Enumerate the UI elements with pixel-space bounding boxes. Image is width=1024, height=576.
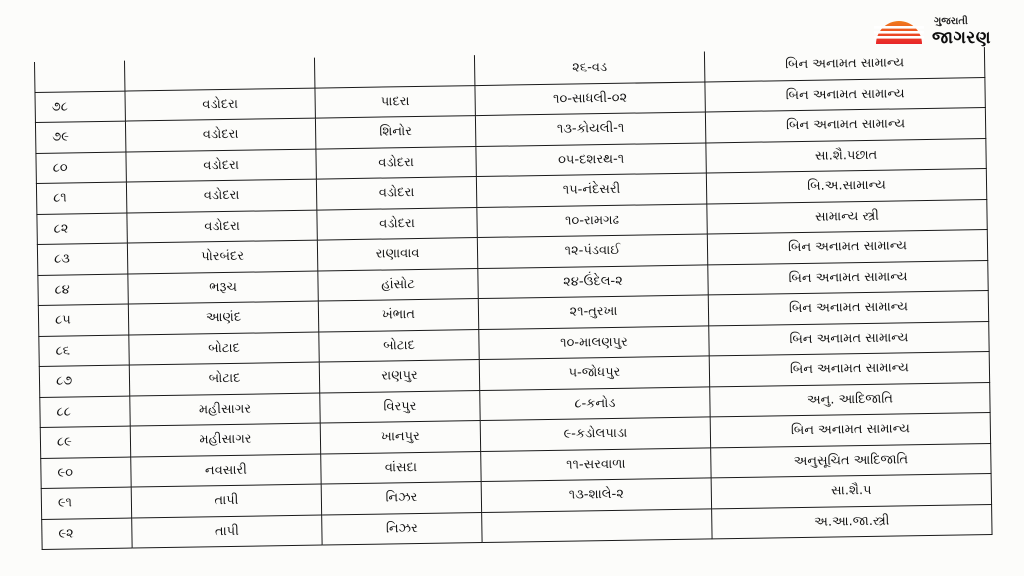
category-cell: બિન અનામત સામાન્ય [709,321,989,356]
category-cell: બિન અનામત સામાન્ય [709,352,989,387]
taluka-cell: વડોદરા [316,146,476,179]
district-cell: મહીસાગર [130,393,320,426]
seat-cell: ૨૬-વડ [474,51,704,85]
seat-cell: ૧૫-નંદેસરી [476,173,706,207]
seat-cell: ૧૩-શાલે-૨ [481,478,711,512]
table-body [34,47,992,549]
seat-cell: ૧૨-પંડવાઈ [477,234,707,268]
sun-logo-icon [872,16,926,46]
district-cell: નવસારી [131,454,321,487]
taluka-cell: નિઝર [321,482,481,515]
district-cell: વડોદરા [126,179,316,212]
taluka-cell [314,55,474,88]
category-cell: અનુ. આદિજાતિ [710,382,990,417]
taluka-cell: વડોદરા [316,177,476,210]
category-cell: બિન અનામત સામાન્ય [705,108,985,143]
seat-cell: ૧૦-માલણપુર [479,325,709,359]
serial-cell: ૭૯ [35,121,125,153]
taluka-cell: બોટાદ [319,329,479,362]
category-cell: સામાન્ય સ્ત્રી [707,199,987,234]
seat-cell: ૨૧-તુરખા [478,295,708,329]
district-cell: પોરબંદર [127,240,317,273]
district-cell: વડોદરા [127,210,317,243]
serial-cell: ૮૪ [38,274,128,306]
serial-cell: ૮૬ [39,335,129,367]
seat-cell: ૨૪-ઉંદેલ-૨ [478,264,708,298]
taluka-cell: હાંસોટ [318,268,478,301]
district-cell: વડોદરા [125,118,315,151]
seat-cell: ૧૩-કોયલી-૧ [475,112,705,146]
serial-cell: ૮૦ [36,152,126,184]
category-cell: સા.શૈ.પ [711,474,991,509]
district-cell: વડોદરા [126,149,316,182]
district-cell: બોટાદ [129,332,319,365]
taluka-cell: વડોદરા [317,207,477,240]
serial-cell: ૮૧ [36,182,126,214]
seat-cell: ૫-જોધપુર [479,356,709,390]
district-cell: મહીસાગર [130,423,320,456]
category-cell: બિન અનામત સામાન્ય [705,77,985,112]
seat-reservation-table [34,47,992,570]
serial-cell: ૭૮ [35,91,125,123]
seat-cell [482,508,712,542]
serial-cell: ૯૨ [42,518,132,550]
serial-cell: ૯૧ [41,487,131,519]
taluka-cell: વાંસદા [321,451,481,484]
seat-cell: ૯-કડોલપાડા [480,417,710,451]
category-cell: બિન અનામત સામાન્ય [707,230,987,265]
taluka-cell: પાદરા [315,85,475,118]
seat-cell: ૧૦-રામગઢ [477,203,707,237]
brand-logo [872,14,1004,50]
category-cell: અનુસૂચિત આદિજાતિ [711,443,991,478]
taluka-cell: રાણાવાવ [317,238,477,271]
serial-cell: ૮૭ [39,365,129,397]
serial-cell: ૯૦ [41,457,131,489]
district-cell: તાપી [132,515,322,548]
serial-cell: ૮૫ [38,304,128,336]
district-cell: તાપી [131,484,321,517]
taluka-cell: ખંભાત [318,299,478,332]
category-cell: બિન અનામત સામાન્ય [708,291,988,326]
seat-cell: ૧૧-સરવાળા [481,447,711,481]
category-cell: બિ.અ.સામાન્ય [706,169,986,204]
taluka-cell: નિઝર [322,512,482,545]
category-cell: બિન અનામત સામાન્ય [704,47,984,81]
taluka-cell: વિરપુર [320,390,480,423]
brand-line2: જાગરણ [932,28,992,48]
serial-cell: ૮૩ [37,243,127,275]
category-cell: સા.શૈ.પછાત [706,138,986,173]
taluka-cell: શિનોર [315,116,475,149]
category-cell: બિન અનામત સામાન્ય [708,260,988,295]
brand-line1: ગુજરાતી [934,16,968,27]
serial-cell: ૮૮ [40,396,130,428]
district-cell: બોટાદ [129,362,319,395]
serial-cell: ૮૯ [40,426,130,458]
seat-cell: ૦૫-દશરથ-૧ [476,142,706,176]
seat-cell: ૮-કનોડ [480,386,710,420]
district-cell [124,58,314,91]
serial-cell [34,61,124,92]
serial-cell: ૮૨ [37,213,127,245]
district-cell: વડોદરા [125,88,315,121]
category-cell: બિન અનામત સામાન્ય [710,413,990,448]
district-cell: ભરૂચ [128,271,318,304]
seat-cell: ૧૦-સાધલી-૦૨ [475,81,705,115]
district-cell: આણંદ [128,301,318,334]
taluka-cell: રાણપુર [319,360,479,393]
taluka-cell: ખાનપુર [320,421,480,454]
category-cell: અ.આ.જા.સ્ત્રી [712,504,992,539]
